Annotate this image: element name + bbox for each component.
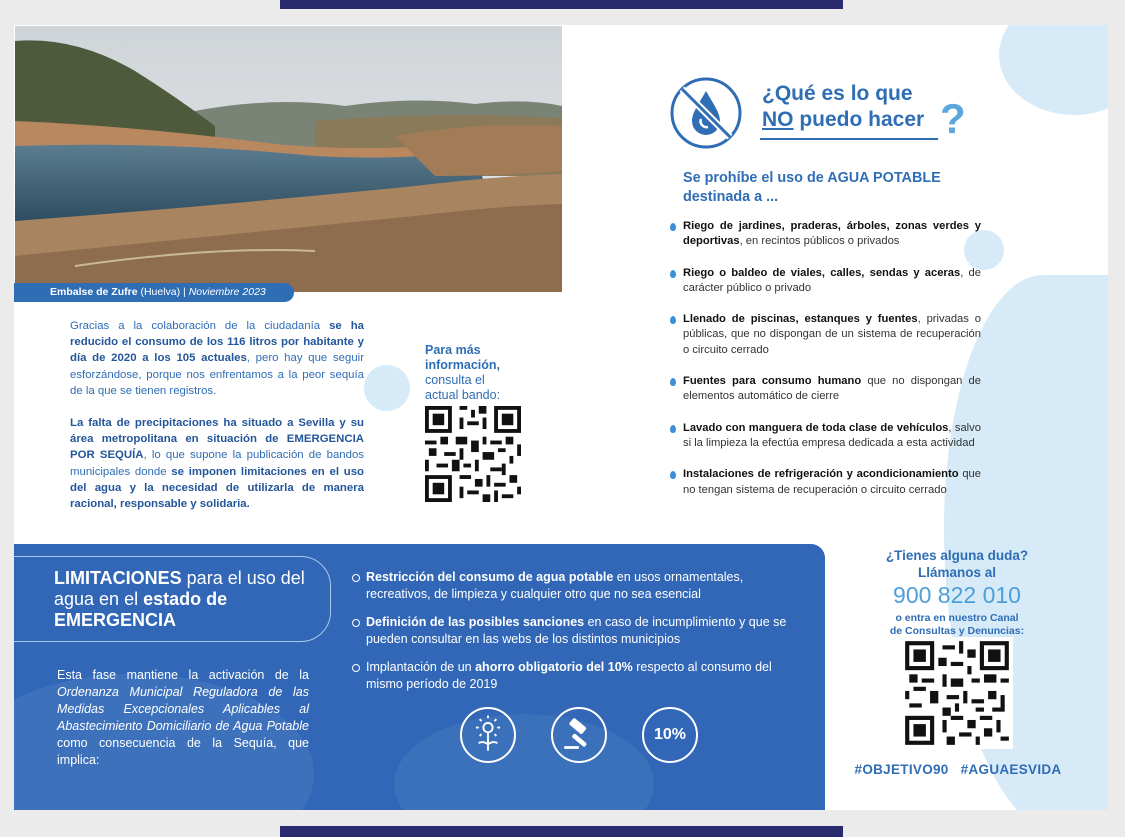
list-item: [669, 374, 981, 405]
limitations-title: [54, 568, 324, 631]
limitations-panel: [14, 544, 825, 810]
photo-caption: [14, 283, 294, 302]
fase-c: como consecuencia de la Sequía, que implica:: [57, 736, 309, 767]
water-drop-icon: [670, 223, 676, 231]
phone-number[interactable]: 900 822 010: [893, 582, 1021, 608]
rule-text: , en recintos públicos o privados: [739, 235, 900, 248]
water-drop-icon: [670, 316, 676, 324]
gavel-icon: [551, 707, 607, 763]
rule-bold: Instalaciones de refrigeración y acondicionamiento: [683, 468, 959, 481]
decor-blob: [1004, 295, 1024, 315]
no-water-icon: [668, 75, 744, 151]
intro-p1-b: se ha reducido el consumo de los 116 litros por habitante y día de 2020 a los 105 actuales: [70, 320, 364, 365]
more-info-line-3: consulta el: [425, 373, 485, 387]
contact-q2: Llámanos al: [917, 565, 997, 580]
intro-p2-b: , lo que supone la publicación de bandos municipales donde: [70, 449, 364, 478]
page-top-edge: [280, 0, 843, 9]
rule-text: que no dispongan de elementos automático de cierre: [683, 375, 981, 403]
bullet-ring-icon: [352, 619, 360, 627]
intro-p2-a: La falta de precipitaciones ha situado a Sevilla y su área metropolitana en situación de EMERGENCIA POR SEQUÍA: [70, 417, 364, 462]
fase-a: Esta fase mantiene la activación de la: [57, 668, 309, 682]
measures-list: [352, 569, 797, 704]
intro-p1-c: , pero hay que seguir esforzándose, porque nos enfrentamos a la peor sequía de la que se tienen registros.: [70, 352, 365, 397]
hashtags: #OBJETIVO90 #AGUAESVIDA: [854, 762, 1062, 777]
question-part-1: ¿Qué es lo que: [762, 82, 913, 105]
contact-canal: [864, 612, 1050, 637]
list-item: [669, 266, 981, 297]
measure-text: en usos ornamentales, recreativos, de limpieza y cualquier otro que no sea esencial: [366, 570, 744, 601]
decor-blob: [394, 714, 654, 810]
prohibited-uses-list: [669, 219, 981, 514]
measure-bold: Definición de las posibles sanciones: [366, 615, 585, 629]
bullet-ring-icon: [352, 664, 360, 672]
rule-bold: Llenado de piscinas, estanques y fuentes: [683, 313, 918, 326]
canal-line-1: o entra en nuestro Canal: [895, 612, 1019, 624]
rule-bold: Riego de jardines, praderas, árboles, zonas verdes y deportivas: [683, 220, 981, 248]
contact-qr-code[interactable]: [901, 637, 1013, 749]
more-info: [425, 343, 535, 403]
more-info-line-4: actual bando:: [425, 388, 501, 402]
question-title: [762, 81, 924, 133]
list-item: [352, 569, 797, 603]
decor-blob: [364, 365, 410, 411]
limitations-t2: para el uso del agua en el: [54, 568, 305, 609]
list-item: [669, 219, 981, 250]
contact-q1: ¿Tienes alguna duda?: [885, 548, 1029, 563]
intro-p1-a: Gracias a la colaboración de la ciudadanía: [70, 320, 330, 332]
measure-text: respecto al consumo del mismo período de 2019: [366, 660, 772, 691]
rule-text: , privadas o públicas, que no dispongan de un sistema de recuperación o circuito cerrado: [683, 313, 981, 356]
water-drop-icon: [670, 471, 676, 479]
list-item: [352, 614, 797, 648]
rule-text: que no tengan sistema de recuperación o circuito cerrado: [683, 468, 981, 496]
canal-line-2: de Consultas y Denuncias:: [889, 624, 1025, 637]
measure-text: en caso de incumplimiento y que se pueden consultar en las webs de los distintos municipios: [366, 615, 787, 646]
caption-region: (Huelva) |: [140, 286, 186, 298]
list-item: [669, 312, 981, 358]
title-underline: [760, 138, 938, 140]
flower-icon: [460, 707, 516, 763]
phase-description: [57, 667, 309, 769]
decor-blob: [999, 25, 1108, 115]
contact-question: [864, 547, 1050, 581]
limitations-t3: estado de EMERGENCIA: [54, 589, 228, 630]
list-item: [352, 659, 797, 693]
measure-pre: Implantación de un: [366, 660, 476, 674]
bullet-ring-icon: [352, 574, 360, 582]
percent-icon: 10%: [642, 707, 698, 763]
water-drop-icon: [670, 425, 676, 433]
more-info-line-2: información,: [425, 358, 501, 372]
water-drop-icon: [670, 378, 676, 386]
rule-text: , de carácter público o privado: [683, 266, 981, 294]
page-bottom-edge: [280, 826, 843, 837]
measure-bold: Restricción del consumo de agua potable: [366, 570, 614, 584]
list-item: [669, 467, 981, 498]
more-info-line-1: Para más: [425, 343, 481, 357]
intro-p2-c: se imponen limitaciones en el uso del agua y la necesidad de utilizarla de manera racional, responsable y solidaria.: [70, 465, 364, 511]
rule-text: , salvo si la limpieza la efectúa empresa dedicada a esta actividad: [683, 421, 981, 449]
prohibition-heading: Se prohíbe el uso de AGUA POTABLE destinada a ...: [683, 170, 941, 205]
measure-bold: ahorro obligatorio del 10%: [475, 660, 633, 674]
caption-place: Embalse de Zufre: [50, 286, 138, 298]
question-no: NO: [762, 108, 794, 131]
question-part-3: puedo hacer: [793, 108, 925, 131]
water-drop-icon: [670, 270, 676, 278]
intro-paragraph-2: [70, 415, 364, 512]
question-mark-icon: ?: [940, 95, 966, 142]
limitations-t1: LIMITACIONES: [54, 568, 182, 588]
rule-bold: Riego o baldeo de viales, calles, sendas y aceras: [683, 266, 961, 279]
rule-bold: Fuentes para consumo humano: [683, 375, 862, 388]
reservoir-photo: [15, 26, 562, 292]
list-item: [669, 421, 981, 452]
bando-qr-code[interactable]: [425, 406, 521, 502]
intro-paragraph-1: [70, 318, 364, 399]
caption-date: Noviembre 2023: [188, 286, 266, 298]
intro-text: [70, 318, 364, 528]
brochure-page: [14, 25, 1108, 810]
fase-b: Ordenanza Municipal Reguladora de las Medidas Excepcionales Aplicables al Abastecimiento Domiciliario de Agua Potable: [57, 685, 309, 733]
rule-bold: Lavado con manguera de toda clase de vehículos: [683, 421, 949, 434]
